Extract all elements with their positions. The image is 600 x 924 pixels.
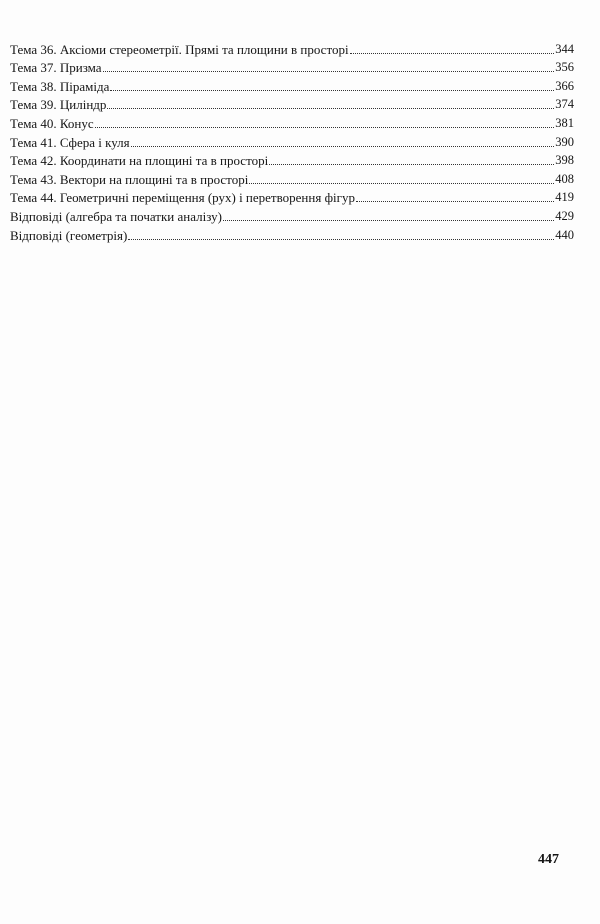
- toc-entry-page: 366: [555, 78, 574, 93]
- toc-entry: [10, 75, 574, 94]
- page-number: 447: [538, 852, 559, 867]
- dot-leader: [107, 108, 554, 109]
- toc-entry: [10, 224, 574, 243]
- dot-leader: [110, 90, 554, 91]
- toc-entry-title: Тема 42. Координати на площині та в просторі: [10, 153, 269, 169]
- toc-entry-page: 398: [555, 153, 574, 168]
- dot-leader: [356, 201, 554, 202]
- toc-entry-page: 390: [555, 134, 574, 149]
- toc-entry-title: Тема 38. Піраміда: [10, 78, 110, 94]
- toc-entry-title: Тема 36. Аксіоми стереометрії. Прямі та площини в просторі: [10, 41, 349, 57]
- toc-entry-title: Відповіді (геометрія): [10, 227, 128, 243]
- toc-entry: [10, 131, 574, 150]
- toc-entry-title: Тема 43. Вектори на площині та в просторі: [10, 171, 249, 187]
- table-of-contents: [10, 38, 574, 243]
- toc-entry-page: 374: [555, 97, 574, 112]
- toc-entry-title: Тема 39. Циліндр: [10, 97, 107, 113]
- toc-entry-title: Тема 40. Конус: [10, 115, 94, 131]
- dot-leader: [223, 220, 554, 221]
- dot-leader: [128, 239, 554, 240]
- toc-entry: [10, 150, 574, 169]
- toc-entry: [10, 187, 574, 206]
- toc-entry-page: 356: [555, 60, 574, 75]
- toc-entry: [10, 94, 574, 113]
- toc-entry-page: 381: [555, 115, 574, 130]
- toc-entry-title: Тема 44. Геометричні переміщення (рух) і перетворення фігур: [10, 190, 355, 206]
- toc-entry-title: Тема 41. Сфера і куля: [10, 134, 130, 150]
- toc-entry-page: 408: [555, 171, 574, 186]
- toc-entry-page: 344: [555, 41, 574, 56]
- dot-leader: [350, 53, 555, 54]
- dot-leader: [131, 146, 555, 147]
- dot-leader: [249, 183, 554, 184]
- toc-entry-page: 429: [555, 208, 574, 223]
- toc-entry-title: Тема 37. Призма: [10, 60, 102, 76]
- toc-entry: [10, 205, 574, 224]
- toc-entry-page: 419: [555, 190, 574, 205]
- dot-leader: [95, 127, 555, 128]
- toc-entry: [10, 112, 574, 131]
- dot-leader: [103, 71, 555, 72]
- toc-entry: [10, 168, 574, 187]
- toc-entry-title: Відповіді (алгебра та початки аналізу): [10, 208, 222, 224]
- toc-entry: [10, 38, 574, 57]
- toc-entry-page: 440: [555, 227, 574, 242]
- dot-leader: [269, 164, 554, 165]
- toc-entry: [10, 57, 574, 76]
